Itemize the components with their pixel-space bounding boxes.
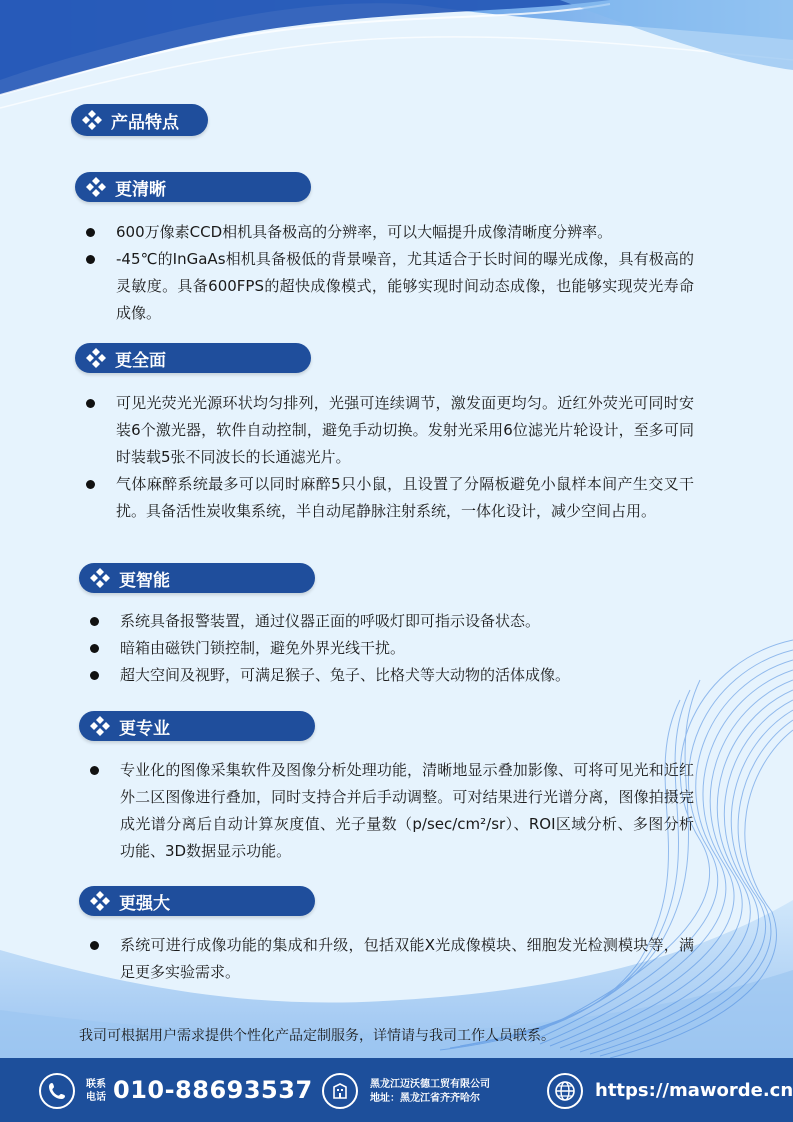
section-list-more-powerful <box>90 932 694 986</box>
diamond-cluster-icon <box>89 715 111 737</box>
section-list-smarter <box>90 608 700 689</box>
company-address: 地址：黑龙江省齐齐哈尔 <box>370 1093 480 1104</box>
bullet-icon <box>86 399 95 408</box>
contact-label-2: 电话 <box>86 1092 106 1103</box>
bullet-icon <box>90 644 99 653</box>
company-name: 黑龙江迈沃德工贸有限公司 <box>370 1079 490 1090</box>
section-title-text: 更智能 <box>119 570 170 591</box>
section-title-comprehensive <box>75 343 311 373</box>
list-item <box>86 246 694 327</box>
list-item <box>90 662 700 689</box>
globe-icon <box>547 1073 583 1109</box>
list-item <box>90 932 694 986</box>
diamond-cluster-icon <box>81 109 103 131</box>
list-item-text: 系统具备报警装置，通过仪器正面的呼吸灯即可指示设备状态。 <box>120 612 541 630</box>
bullet-icon <box>90 941 99 950</box>
bullet-icon <box>86 255 95 264</box>
section-title-professional <box>79 711 315 741</box>
list-item-text: 系统可进行成像功能的集成和升级，包括双能X光成像模块、细胞发光检测模块等，满足更多实验需求。 <box>120 936 694 981</box>
footer-bar <box>0 1058 793 1122</box>
phone-number: 010-88693537 <box>113 1076 313 1104</box>
diamond-cluster-icon <box>85 176 107 198</box>
list-item-text: 暗箱由磁铁门锁控制，避免外界光线干扰。 <box>120 639 406 657</box>
list-item <box>90 608 700 635</box>
section-list-comprehensive <box>86 390 694 525</box>
section-title-clearer <box>75 172 311 202</box>
bullet-icon <box>86 480 95 489</box>
section-title-text: 更强大 <box>119 893 170 914</box>
section-title-text: 更全面 <box>115 350 166 371</box>
bullet-icon <box>90 617 99 626</box>
section-title-text: 更专业 <box>119 718 170 739</box>
page-title <box>71 104 208 136</box>
list-item <box>90 635 700 662</box>
list-item <box>90 757 694 865</box>
list-item <box>86 390 694 471</box>
bullet-icon <box>86 228 95 237</box>
list-item-text: 专业化的图像采集软件及图像分析处理功能，清晰地显示叠加影像、可将可见光和近红外二区图像进行叠加，同时支持合并后手动调整。可对结果进行光谱分离，图像拍摄完成光谱分离后自动计算灰度值、光子量数（p/sec/cm²/sr）、ROI区域分析、多图分析功能、3D数据显示功能。 <box>120 761 694 860</box>
section-list-professional <box>90 757 694 865</box>
diamond-cluster-icon <box>89 890 111 912</box>
building-icon <box>322 1073 358 1109</box>
list-item <box>86 219 694 246</box>
list-item-text: -45℃的InGaAs相机具备极低的背景噪音，尤其适合于长时间的曝光成像，具有极高的灵敏度。具备600FPS的超快成像模式，能够实现时间动态成像，也能够实现荧光寿命成像。 <box>116 250 694 322</box>
contact-label-1: 联系 <box>86 1079 106 1090</box>
bullet-icon <box>90 671 99 680</box>
page-title-text: 产品特点 <box>111 112 179 133</box>
section-title-smarter <box>79 563 315 593</box>
section-title-more-powerful <box>79 886 315 916</box>
website-url[interactable]: https://maworde.cn <box>595 1080 793 1101</box>
bullet-icon <box>90 766 99 775</box>
list-item <box>86 471 694 525</box>
list-item-text: 超大空间及视野，可满足猴子、兔子、比格犬等大动物的活体成像。 <box>120 666 571 684</box>
list-item-text: 可见光荧光光源环状均匀排列，光强可连续调节，激发面更均匀。近红外荧光可同时安装6个激光器，软件自动控制，避免手动切换。发射光采用6位滤光片轮设计，至多可同时装载5张不同波长的长通滤光片。 <box>116 394 694 466</box>
customization-note: 我司可根据用户需求提供个性化产品定制服务，详情请与我司工作人员联系。 <box>79 1028 555 1044</box>
list-item-text: 气体麻醉系统最多可以同时麻醉5只小鼠，且设置了分隔板避免小鼠样本间产生交叉干扰。具备活性炭收集系统，半自动尾静脉注射系统，一体化设计，减少空间占用。 <box>116 475 694 520</box>
phone-icon <box>39 1073 75 1109</box>
diamond-cluster-icon <box>85 347 107 369</box>
section-list-clearer <box>86 219 694 327</box>
diamond-cluster-icon <box>89 567 111 589</box>
section-title-text: 更清晰 <box>115 179 166 200</box>
list-item-text: 600万像素CCD相机具备极高的分辨率，可以大幅提升成像清晰度分辨率。 <box>116 223 613 241</box>
